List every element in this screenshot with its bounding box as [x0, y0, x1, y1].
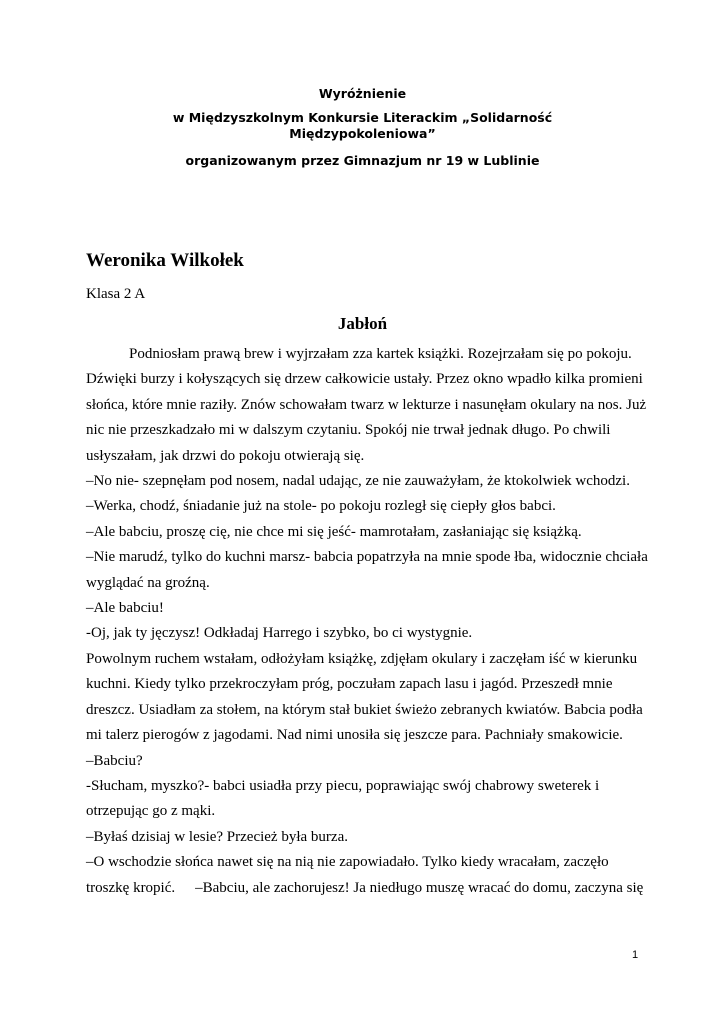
text-line: Powolnym ruchem wstałam, odłożyłam książkę, zdjęłam okulary i zaczęłam iść w kierunku — [86, 650, 638, 667]
text-line: –Ale babciu! — [86, 600, 164, 617]
text-segment: troszkę kropić. — [86, 879, 176, 896]
text-line: –Babciu? — [86, 752, 143, 769]
award-header — [0, 86, 725, 169]
text-line: –Werka, chodź, śniadanie już na stole- po pokoju rozległ się ciepły głos babci. — [86, 498, 556, 515]
text-line: dreszcz. Usiadłam za stołem, na którym stał bukiet świeżo zebranych kwiatów. Babcia podła — [86, 701, 643, 718]
text-line: usłyszałam, jak drzwi do pokoju otwierają się. — [86, 447, 365, 464]
story-body — [86, 342, 646, 901]
text-line: otrzepując go z mąki. — [86, 803, 216, 820]
text-line: wyglądać na groźną. — [86, 574, 210, 591]
organizer-line: organizowanym przez Gimnazjum nr 19 w Lublinie — [185, 153, 540, 168]
text-line: –Nie marudź, tylko do kuchni marsz- babcia popatrzyła na mnie spode łba, widocznie chciała — [86, 549, 648, 566]
text-line — [86, 876, 646, 901]
text-line: -Słucham, myszko?- babci usiadła przy piecu, poprawiając swój chabrowy sweterek i — [86, 777, 600, 794]
text-line: słońca, które mnie raziły. Znów schowałam twarz w lekturze i nasunęłam okulary na nos. Już — [86, 396, 647, 413]
text-line: –Byłaś dzisiaj w lesie? Przecież była burza. — [86, 828, 348, 845]
text-segment: –Babciu, ale zachorujesz! Ja niedługo muszę wracać do domu, zaczyna się — [195, 879, 644, 896]
text-line: mi talerz pierogów z jagodami. Nad nimi unosiła się jeszcze para. Pachniały smakowicie. — [86, 727, 623, 744]
author-name: Weronika Wilkołek — [86, 250, 244, 271]
text-line: –O wschodzie słońca nawet się na nią nie zapowiadało. Tylko kiedy wracałam, zaczęło — [86, 854, 609, 871]
text-line: kuchni. Kiedy tylko przekroczyłam próg, poczułam zapach lasu i jagód. Przeszedł mnie — [86, 676, 613, 693]
text-line: –Ale babciu, proszę cię, nie chce mi się jeść- mamrotałam, zasłaniając się książką. — [86, 523, 582, 540]
contest-name: w Międzyszkolnym Konkursie Literackim „Solidarność Międzypokoleniowa” — [172, 110, 553, 141]
text-line: Dźwięki burzy i kołyszących się drzew całkowicie ustały. Przez okno wpadło kilka promieni — [86, 371, 643, 388]
text-line: nic nie przeszkadzało mi w dalszym czytaniu. Spokój nie trwał jednak długo. Po chwili — [86, 422, 611, 439]
text-line: Podniosłam prawą brew i wyjrzałam zza kartek książki. Rozejrzałam się po pokoju. — [129, 346, 632, 362]
text-line: -Oj, jak ty jęczysz! Odkładaj Harrego i szybko, bo ci wystygnie. — [86, 625, 473, 642]
class-label: Klasa 2 A — [86, 286, 146, 302]
award-title: Wyróżnienie — [318, 86, 407, 101]
page-number: 1 — [632, 949, 639, 961]
text-line: –No nie- szepnęłam pod nosem, nadal udając, ze nie zauważyłam, że ktokolwiek wchodzi. — [86, 473, 630, 490]
story-title: Jabłoń — [337, 314, 388, 333]
